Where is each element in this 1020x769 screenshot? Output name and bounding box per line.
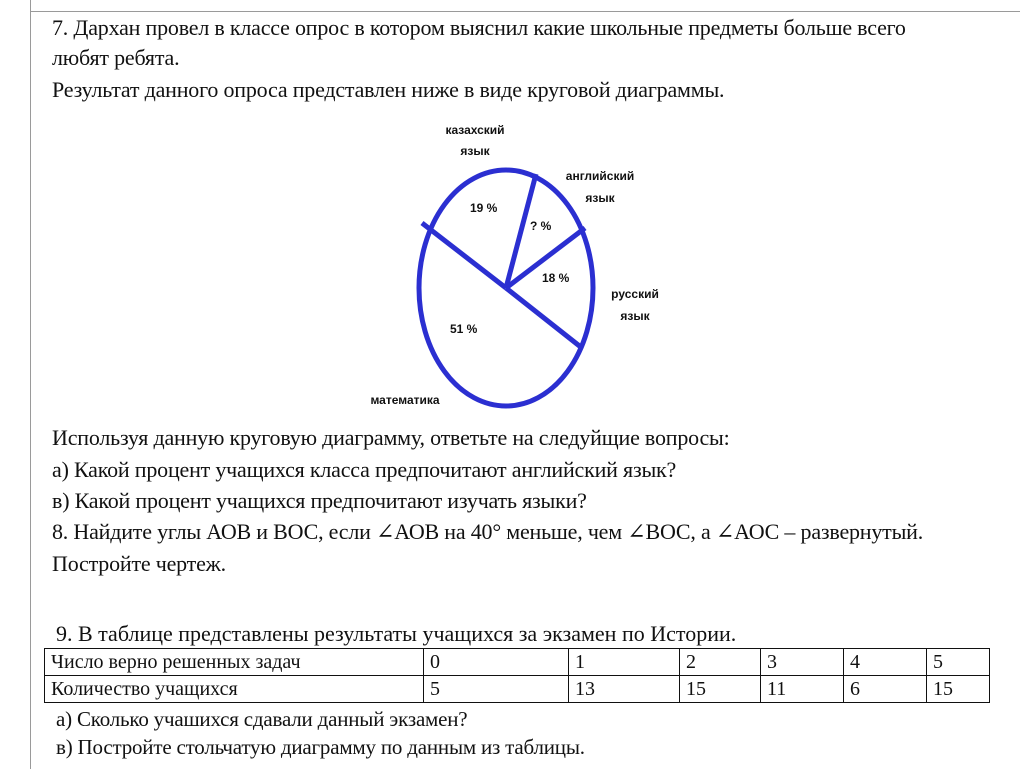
table-cell: 4 [844,649,927,676]
q7-text-line3: Результат данного опроса представлен ниже в виде круговой диаграммы. [52,77,725,102]
table-cell: 13 [569,676,680,703]
table-cell: 6 [844,676,927,703]
pie-chart-svg [330,110,710,420]
q7-text-line2: любят ребята. [52,45,180,70]
q7-text-line1: 7. Дархан провел в классе опрос в котором выяснил какие школьные предметы больше всего [52,15,906,40]
table-cell: 5 [424,676,569,703]
q9-title: 9. В таблице представлены результаты учащихся за экзамен по Истории. [56,621,737,646]
table-cell: 2 [680,649,761,676]
pie-divider-russian-math [506,288,582,348]
category-russian-line2: язык [620,309,650,323]
q9-question-a: а) Сколько учашихся сдавали данный экзамен? [56,707,468,731]
question-a: а) Какой процент учащихся класса предпочитают английский язык? [52,457,677,482]
row-header-students: Количество учащихся [45,676,424,703]
category-english-line2: язык [585,191,615,205]
slice-label-math: 51 % [450,322,478,336]
category-english-line1: английский [565,169,635,183]
table-cell: 0 [424,649,569,676]
pie-divider-math-kazakh [422,223,506,288]
category-russian-line1: русский [611,287,659,301]
category-kazakh-line2: язык [460,144,490,158]
slice-label-kazakh: 19 % [470,201,498,215]
page-border-top [30,11,1020,12]
category-kazakh-line1: казахский [445,123,505,137]
table-row [45,676,990,703]
slice-label-english: ? % [530,219,552,233]
table-cell: 5 [927,649,990,676]
table-cell: 3 [761,649,844,676]
category-math: математика [370,393,440,407]
table-cell: 11 [761,676,844,703]
q9-question-b: в) Постройте стольчатую диаграмму по данным из таблицы. [56,735,585,759]
page-border-left [30,0,31,769]
question-b: в) Какой процент учащихся предпочитают изучать языки? [52,488,587,513]
q8-text-line1: 8. Найдите углы АОВ и ВОС, если ∠АОВ на 40° меньше, чем ∠ВОС, а ∠АОС – развернутый. [52,519,924,544]
pie-chart [330,110,710,420]
table-cell: 1 [569,649,680,676]
slice-label-russian: 18 % [542,271,570,285]
table-cell: 15 [680,676,761,703]
questions-intro: Используя данную круговую диаграмму, ответьте на следуйщие вопросы: [52,425,730,450]
table-row [45,649,990,676]
results-table [44,648,990,703]
q8-text-line2: Постройте чертеж. [52,551,226,576]
table-cell: 15 [927,676,990,703]
row-header-tasks: Число верно решенных задач [45,649,424,676]
